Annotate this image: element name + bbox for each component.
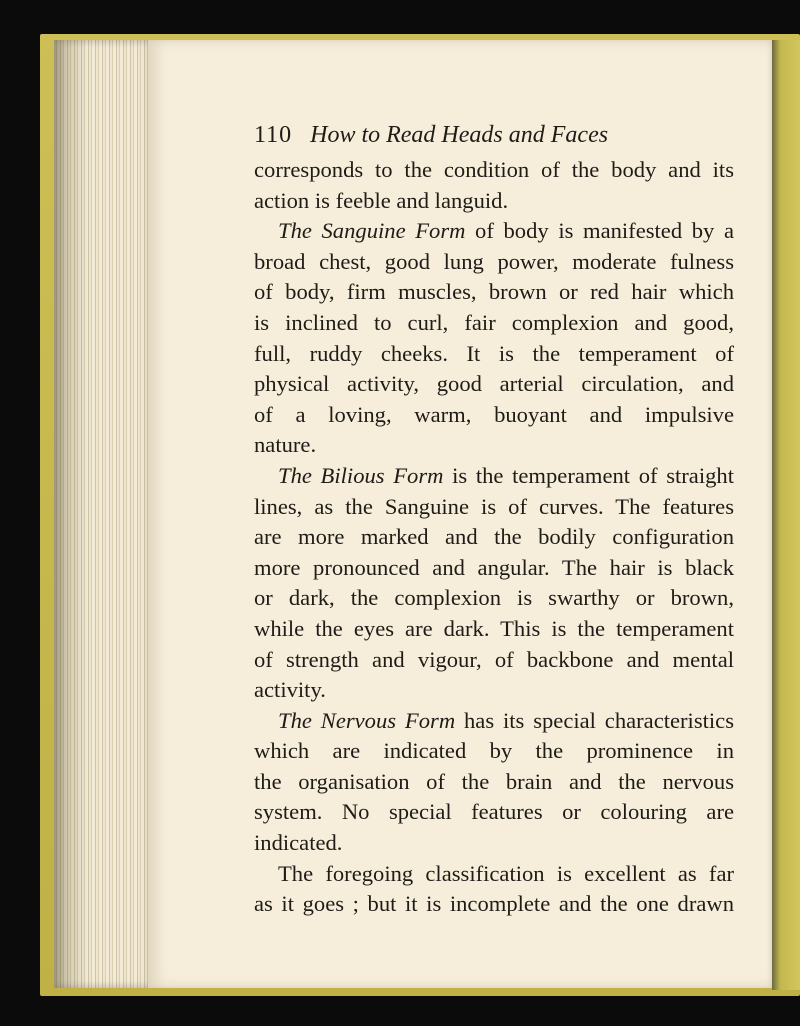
text-line: is inclined to curl, fair complexion and good, — [254, 309, 734, 335]
page-number: 110 — [254, 122, 293, 148]
text-line: lines, as the Sanguine is of curves. The features — [254, 493, 734, 519]
text-line: broad chest, good lung power, moderate fulness — [254, 248, 734, 274]
text-line: while the eyes are dark. This is the temperament — [254, 615, 734, 641]
text-line: of a loving, warm, buoyant and impulsive — [254, 401, 734, 427]
text-line: more pronounced and angular. The hair is black — [254, 554, 734, 580]
text-line: system. No special features or colouring are — [254, 799, 734, 825]
stacked-page-edges — [54, 40, 154, 988]
text-line: of body, firm muscles, brown or red hair which — [254, 279, 734, 305]
text-line: physical activity, good arterial circulation, and — [254, 371, 734, 397]
section-lead-bilious: The Bilious Form — [278, 462, 444, 488]
text-line: The Bilious Form is the temperament of straight — [278, 462, 734, 488]
book-title: How to Read Heads and Faces — [310, 122, 609, 148]
text-line: of strength and vigour, of backbone and mental — [254, 646, 734, 672]
text-line: are more marked and the bodily configuration — [254, 524, 734, 550]
text-line: action is feeble and languid. — [254, 187, 509, 213]
running-head — [254, 117, 734, 155]
text-line: nature. — [254, 432, 317, 458]
book-page — [148, 40, 772, 988]
text-line: indicated. — [254, 830, 343, 856]
text-line: as it goes ; but it is incomplete and the one drawn — [254, 891, 734, 917]
text-line: or dark, the complexion is swarthy or brown, — [254, 585, 734, 611]
text-line: which are indicated by the prominence in — [254, 738, 734, 764]
cover-right-edge — [772, 40, 800, 990]
section-lead-nervous: The Nervous Form — [278, 707, 456, 733]
text-line: activity. — [254, 677, 326, 703]
text-line: full, ruddy cheeks. It is the temperament of — [254, 340, 734, 366]
section-lead-sanguine: The Sanguine Form — [278, 218, 466, 244]
text-line: The foregoing classification is excellent as far — [278, 860, 734, 886]
text-line: the organisation of the brain and the nervous — [254, 768, 734, 794]
text-line: corresponds to the condition of the body and its — [254, 157, 734, 182]
text-line: The Nervous Form has its special characteristics — [278, 707, 735, 733]
text-line: The Sanguine Form of body is manifested by a — [278, 218, 734, 244]
page-text — [254, 117, 734, 920]
